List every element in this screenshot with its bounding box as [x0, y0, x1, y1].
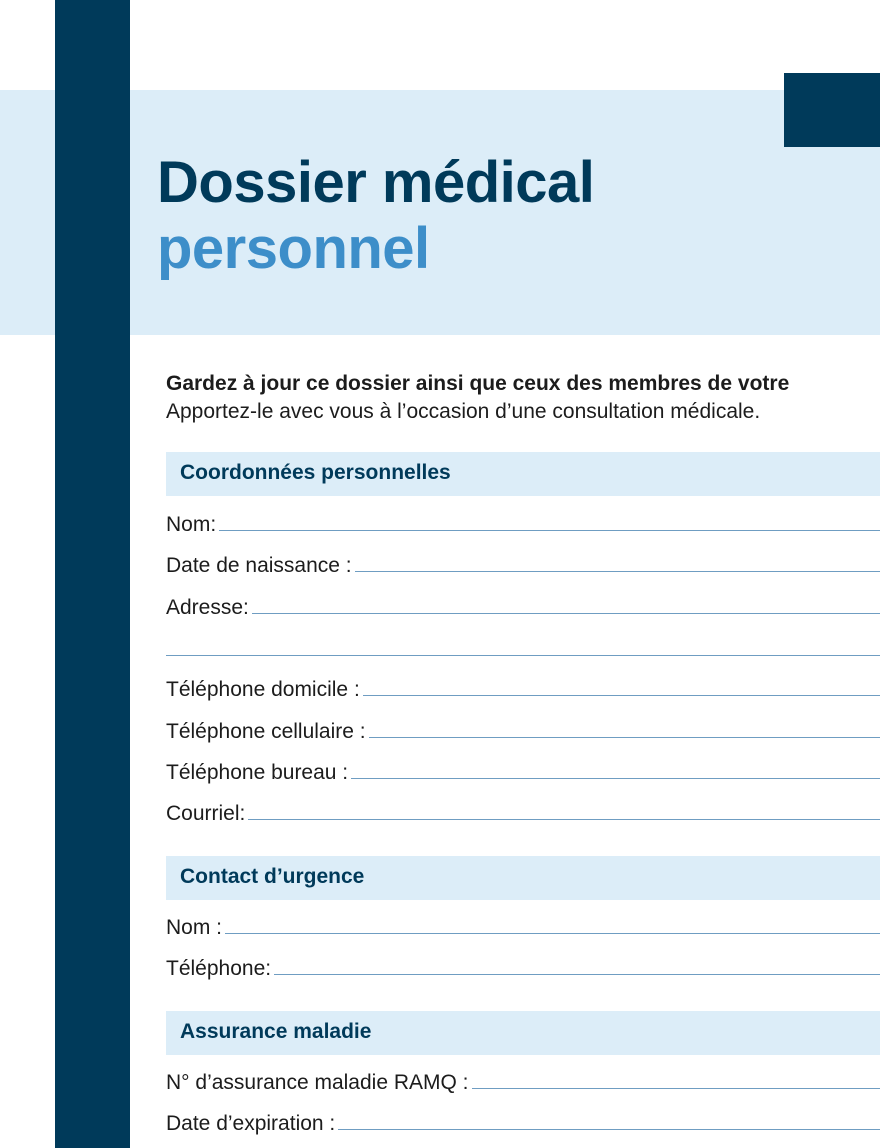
field-emergency-phone-line[interactable]	[274, 974, 880, 975]
field-ramq-number-label: N° d’assurance maladie RAMQ :	[166, 1071, 469, 1094]
field-home-phone[interactable]	[166, 674, 880, 704]
section-personal-title: Coordonnées personnelles	[180, 461, 451, 484]
field-emergency-name[interactable]	[166, 912, 880, 942]
field-expiration-date-label: Date d’expiration :	[166, 1112, 336, 1135]
field-cell-phone[interactable]	[166, 716, 880, 746]
side-stripe	[55, 0, 130, 1148]
field-cell-phone-label: Téléphone cellulaire :	[166, 720, 366, 743]
field-emergency-phone-label: Téléphone:	[166, 957, 272, 980]
field-name-label: Nom:	[166, 513, 217, 536]
section-personal-header	[166, 452, 880, 496]
field-birthdate[interactable]	[166, 550, 880, 580]
field-emergency-phone[interactable]	[166, 953, 880, 983]
intro-regular: Apportez-le avec vous à l’occasion d’une consultation médicale.	[166, 400, 761, 423]
field-home-phone-line[interactable]	[363, 695, 880, 696]
field-expiration-date[interactable]	[166, 1108, 880, 1138]
field-ramq-number[interactable]	[166, 1067, 880, 1097]
field-name-line[interactable]	[219, 530, 880, 531]
field-birthdate-label: Date de naissance :	[166, 554, 352, 577]
section-insurance-title: Assurance maladie	[180, 1020, 372, 1043]
corner-block	[784, 73, 880, 147]
field-address[interactable]	[166, 592, 880, 622]
page-title	[157, 150, 594, 282]
page-title-line2: personnel	[157, 216, 430, 281]
section-insurance-header	[166, 1011, 880, 1055]
section-emergency-header	[166, 856, 880, 900]
field-emergency-name-label: Nom :	[166, 916, 223, 939]
field-email-label: Courriel:	[166, 802, 246, 825]
field-office-phone-label: Téléphone bureau :	[166, 761, 349, 784]
field-office-phone[interactable]	[166, 757, 880, 787]
field-expiration-date-line[interactable]	[338, 1129, 880, 1130]
field-email[interactable]	[166, 798, 880, 828]
field-birthdate-line[interactable]	[355, 571, 880, 572]
section-emergency-title: Contact d’urgence	[180, 865, 365, 888]
field-address-line-2[interactable]	[166, 655, 880, 656]
field-address-line[interactable]	[252, 613, 880, 614]
field-home-phone-label: Téléphone domicile :	[166, 678, 360, 701]
field-address-label: Adresse:	[166, 596, 249, 619]
page-title-line1: Dossier médical	[157, 150, 595, 215]
intro-text	[166, 370, 880, 426]
field-office-phone-line[interactable]	[351, 778, 880, 779]
field-name[interactable]	[166, 509, 880, 539]
field-email-line[interactable]	[248, 819, 880, 820]
field-cell-phone-line[interactable]	[369, 737, 880, 738]
intro-bold: Gardez à jour ce dossier ainsi que ceux des membres de votre	[166, 372, 790, 395]
field-emergency-name-line[interactable]	[225, 933, 880, 934]
field-ramq-number-line[interactable]	[472, 1088, 880, 1089]
